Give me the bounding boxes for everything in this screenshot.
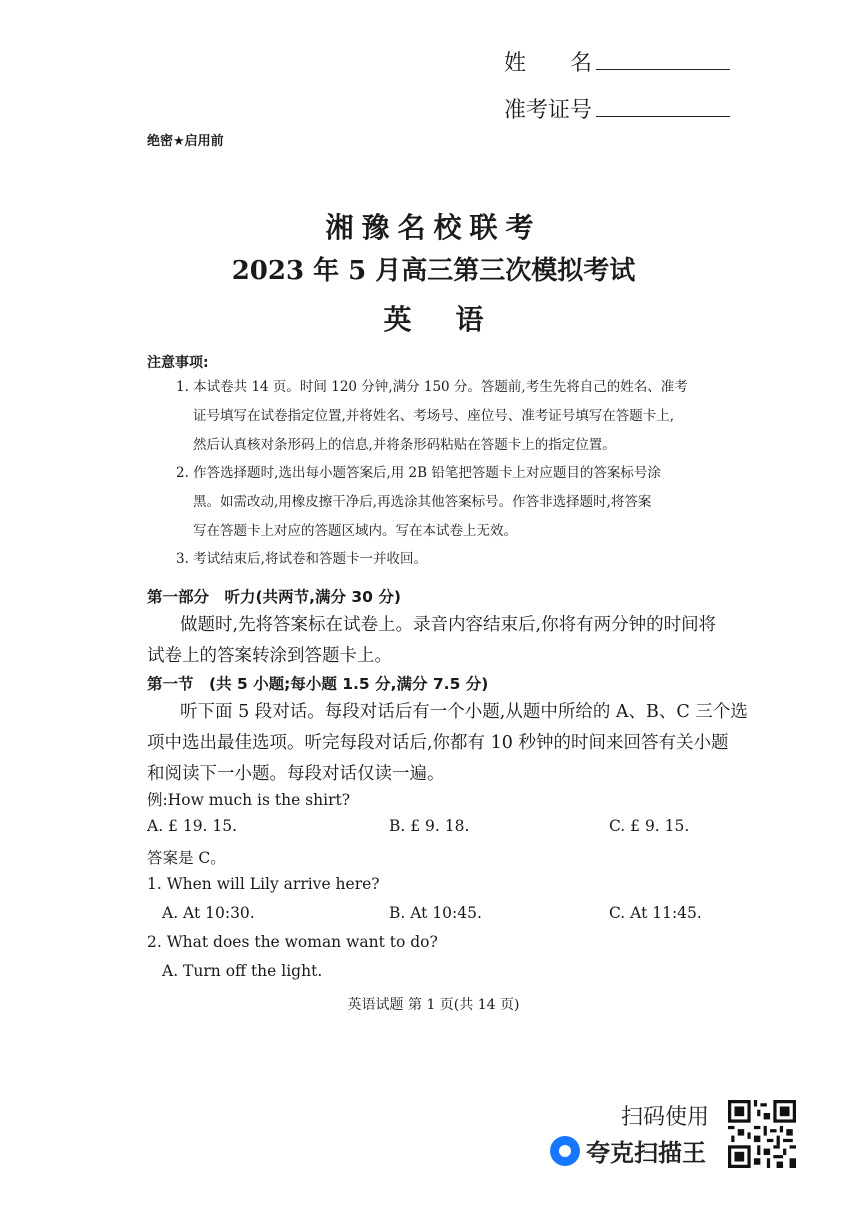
section1-instr-line1: 听下面 5 段对话。每段对话后有一个小题,从题中所给的 A、B、C 三个选 (180, 702, 748, 722)
name-label: 姓 名 (504, 51, 593, 76)
note-line: 然后认真核对条形码上的信息,并将条形码粘贴在答题卡上的指定位置。 (193, 437, 616, 453)
scanner-logo-icon (550, 1136, 580, 1166)
scanner-brand-name: 夸克扫描王 (586, 1139, 706, 1167)
example-answer: 答案是 C。 (147, 849, 226, 867)
name-line (596, 49, 730, 70)
question-1-option-c: C. At 11:45. (609, 904, 702, 922)
note-line: 1. 本试卷共 14 页。时间 120 分钟,满分 150 分。答题前,考生先将自己的姓名、准考 (176, 379, 688, 395)
question-2-option-a: A. Turn off the light. (162, 962, 323, 980)
note-item-3 (176, 545, 736, 574)
note-line: 黑。如需改动,用橡皮擦干净后,再选涂其他答案标号。作答非选择题时,将答案 (193, 494, 652, 510)
note-item-2 (176, 459, 736, 546)
note-line: 3. 考试结束后,将试卷和答题卡一并收回。 (176, 551, 427, 567)
exam-id-line (596, 96, 730, 117)
name-field (504, 46, 730, 77)
part1-intro-line2: 试卷上的答案转涂到答题卡上。 (147, 646, 392, 666)
note-line: 证号填写在试卷指定位置,并将姓名、考场号、座位号、准考证号填写在答题卡上, (193, 408, 675, 424)
section1-heading: 第一节 (共 5 小题;每小题 1.5 分,满分 7.5 分) (147, 675, 489, 693)
exam-org-title: 湘豫名校联考 (325, 211, 542, 244)
question-1-option-b: B. At 10:45. (389, 904, 482, 922)
scan-prompt: 扫码使用 (621, 1105, 710, 1130)
section1-instr-line3: 和阅读下一小题。每段对话仅读一遍。 (147, 764, 445, 784)
exam-title: 2023 年 5 月高三第三次模拟考试 (231, 256, 636, 286)
part1-heading: 第一部分 听力(共两节,满分 30 分) (147, 588, 401, 606)
question-1-option-a: A. At 10:30. (162, 904, 255, 922)
note-line: 2. 作答选择题时,选出每小题答案后,用 2B 铅笔把答题卡上对应题目的答案标号涂 (176, 465, 661, 481)
example-option-a: A. £ 19. 15. (147, 817, 238, 835)
exam-id-label: 准考证号 (504, 98, 593, 123)
subject-title: 英语 (383, 303, 528, 336)
page-footer: 英语试题 第 1 页(共 14 页) (347, 997, 520, 1013)
part1-intro-line1: 做题时,先将答案标在试卷上。录音内容结束后,你将有两分钟的时间将 (180, 615, 717, 635)
example-option-c: C. £ 9. 15. (609, 817, 690, 835)
qr-code-icon (728, 1100, 796, 1168)
note-line: 写在答题卡上对应的答题区域内。写在本试卷上无效。 (193, 523, 517, 539)
section1-instr-line2: 项中选出最佳选项。听完每段对话后,你都有 10 秒钟的时间来回答有关小题 (147, 733, 729, 753)
note-item-1 (176, 373, 736, 460)
example-question: 例:How much is the shirt? (147, 791, 351, 809)
secret-label: 绝密★启用前 (147, 134, 224, 149)
example-option-b: B. £ 9. 18. (389, 817, 470, 835)
scanner-brand (550, 1133, 706, 1168)
exam-id-field (504, 93, 730, 124)
question-2: 2. What does the woman want to do? (147, 933, 438, 951)
qr-code[interactable] (728, 1100, 796, 1172)
question-1: 1. When will Lily arrive here? (147, 875, 380, 893)
notes-heading: 注意事项: (147, 355, 209, 371)
